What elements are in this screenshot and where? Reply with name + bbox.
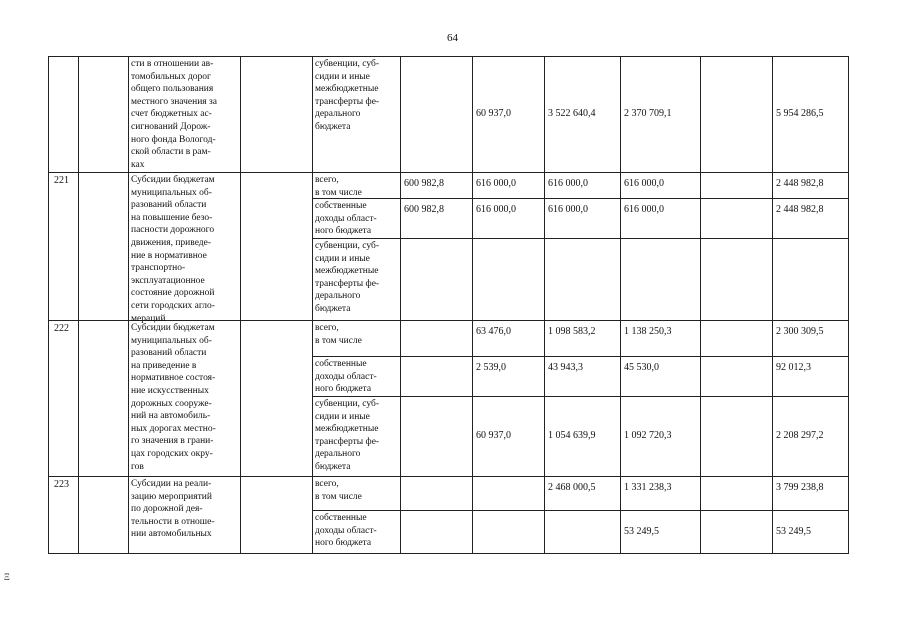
funding-source: собственные доходы област- ного бюджета — [315, 359, 377, 395]
value-v3: 616 000,0 — [548, 204, 588, 215]
value-v2: 60 937,0 — [476, 108, 511, 119]
funding-source: субвенции, суб- сидии и иные межбюджетные трансферты фе- дерального бюджета — [315, 241, 380, 314]
table-column-border — [240, 56, 241, 553]
table-column-border — [772, 56, 773, 553]
value-total: 3 799 238,8 — [776, 482, 824, 493]
value-v3: 43 943,3 — [548, 362, 583, 373]
value-v4: 1 138 250,3 — [624, 326, 672, 337]
value-v2: 2 539,0 — [476, 362, 506, 373]
table-column-border — [128, 56, 129, 553]
value-total: 2 300 309,5 — [776, 326, 824, 337]
value-v4: 45 530,0 — [624, 362, 659, 373]
value-v4: 616 000,0 — [624, 178, 664, 189]
value-total: 5 954 286,5 — [776, 108, 824, 119]
row-description: Субсидии на реали- зацию мероприятий по дорожной дея- тельности в отноше- нии автомобильных — [131, 479, 215, 540]
value-v4: 1 092 720,3 — [624, 430, 672, 441]
funding-source: всего, в том числе — [315, 175, 362, 198]
value-total: 2 448 982,8 — [776, 204, 824, 215]
value-v3: 1 098 583,2 — [548, 326, 596, 337]
row-description: Субсидии бюджетам муниципальных об- разований области на повышение безо- пасности дорожного движения, приведе- ние в нормативное транспортно- эксплуатационное состояние дорожной сети городских агло- мераций — [131, 175, 215, 324]
table-top-border — [48, 56, 849, 57]
table-column-border — [78, 56, 79, 553]
funding-source: всего, в том числе — [315, 323, 362, 346]
table-subrow-border — [312, 396, 849, 397]
table-column-border — [400, 56, 401, 553]
table-column-border — [700, 56, 701, 553]
value-v1: 600 982,8 — [404, 204, 444, 215]
table-subrow-border — [312, 356, 849, 357]
row-number: 221 — [54, 175, 69, 186]
value-total: 53 249,5 — [776, 525, 811, 537]
value-v2: 63 476,0 — [476, 326, 511, 337]
funding-source: субвенции, суб- сидии и иные межбюджетные трансферты фе- дерального бюджета — [315, 399, 380, 472]
value-v3: 2 468 000,5 — [548, 482, 596, 493]
value-v4: 1 331 238,3 — [624, 482, 672, 493]
value-v3: 3 522 640,4 — [548, 108, 596, 119]
table-row-border — [48, 172, 849, 173]
row-number: 222 — [54, 323, 69, 334]
funding-source: собственные доходы област- ного бюджета — [315, 201, 377, 237]
value-v1: 600 982,8 — [404, 178, 444, 189]
row-description: сти в отношении ав- томобильных дорог общего пользования местного значения за счет бюджетных ас- сигнований Дорож- ного фонда Вологод- ской области в рам- ках — [131, 59, 218, 170]
funding-source: собственные доходы област- ного бюджета — [315, 513, 377, 549]
value-total: 2 208 297,2 — [776, 430, 824, 441]
value-v3: 616 000,0 — [548, 178, 588, 189]
table-row-border — [48, 553, 849, 554]
row-description: Субсидии бюджетам муниципальных об- разований области на приведение в нормативное состоя- ние искусственных дорожных сооруже- ний на автомобиль- ных дорогах местно- го значения в грани- цах городских окру- гов — [131, 323, 216, 472]
value-v3: 1 054 639,9 — [548, 430, 596, 441]
table-column-border — [620, 56, 621, 553]
table-column-border — [472, 56, 473, 553]
table-column-border — [848, 56, 849, 553]
table-subrow-border — [312, 238, 849, 239]
funding-source: субвенции, суб- сидии и иные межбюджетные трансферты фе- дерального бюджета — [315, 59, 380, 132]
table-subrow-border — [312, 510, 849, 511]
row-number: 223 — [54, 479, 69, 490]
page-number: 64 — [447, 32, 458, 44]
table-column-border — [312, 56, 313, 553]
value-total: 92 012,3 — [776, 362, 811, 373]
value-v2: 616 000,0 — [476, 178, 516, 189]
funding-source: всего, в том числе — [315, 479, 362, 502]
value-v4: 2 370 709,1 — [624, 108, 672, 119]
value-total: 2 448 982,8 — [776, 178, 824, 189]
value-v2: 616 000,0 — [476, 204, 516, 215]
value-v4: 616 000,0 — [624, 204, 664, 215]
value-v4: 53 249,5 — [624, 525, 659, 537]
value-v2: 60 937,0 — [476, 430, 511, 441]
table-row-border — [48, 476, 849, 477]
table-column-border — [544, 56, 545, 553]
side-mark: Ξ — [4, 572, 10, 582]
table-column-border — [48, 56, 49, 553]
